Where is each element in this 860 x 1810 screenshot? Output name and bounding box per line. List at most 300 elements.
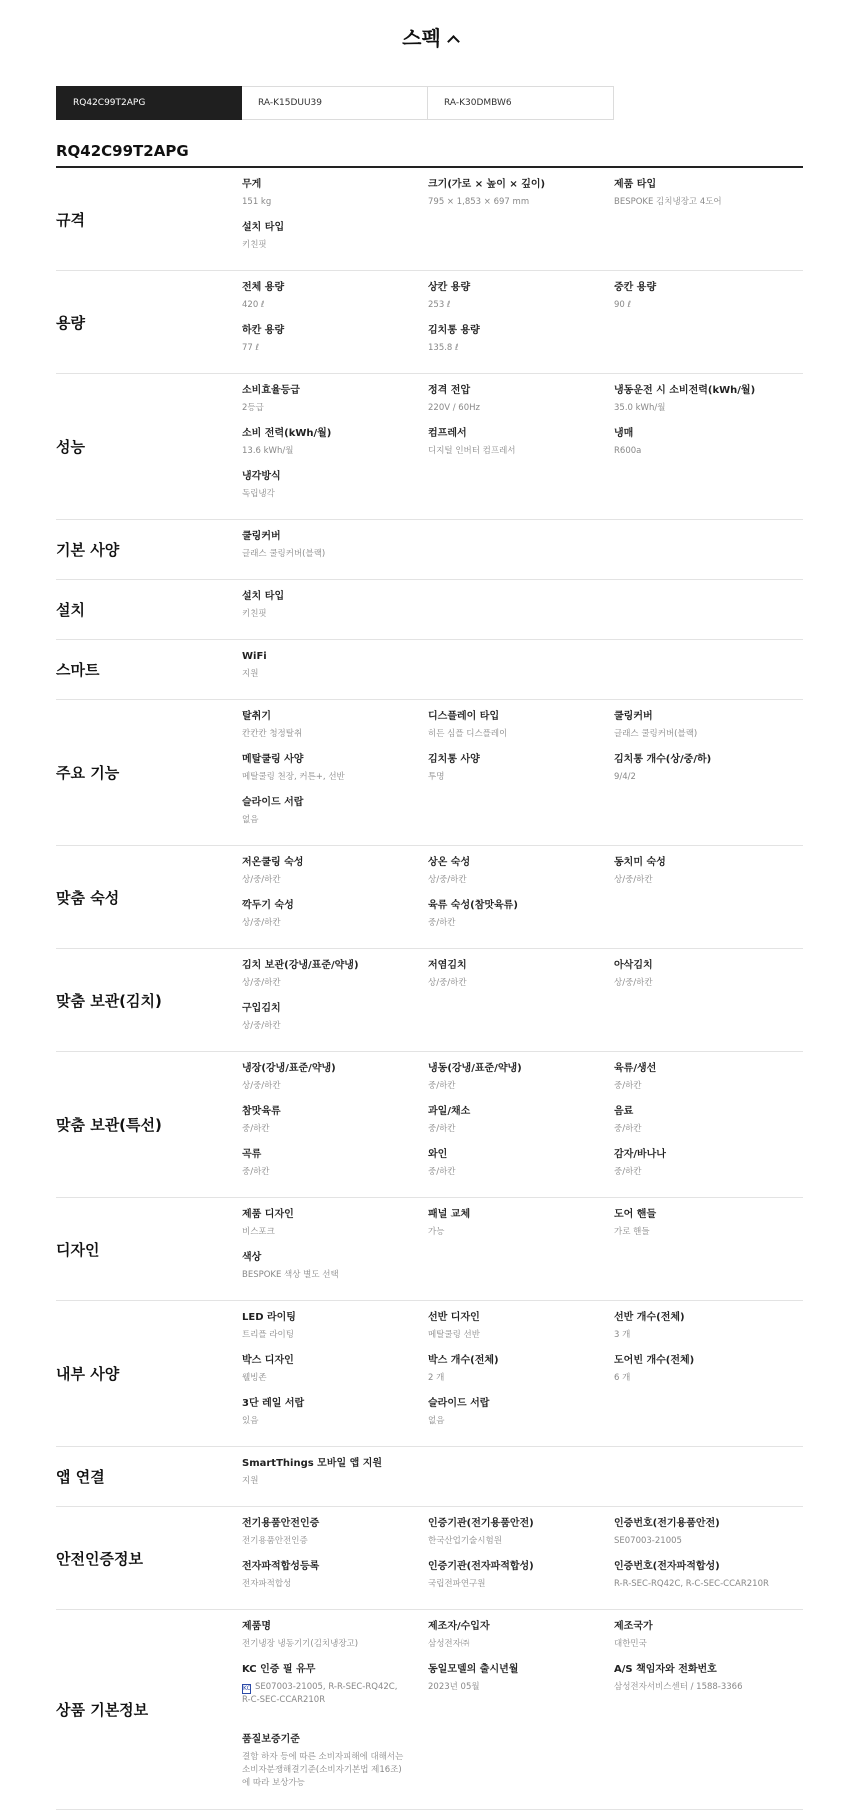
spec-value-wrap — [242, 1020, 428, 1033]
spec-section-name: 용량 — [56, 313, 85, 332]
spec-label: 슬라이드 서랍 — [428, 1398, 490, 1409]
spec-section-name: 안전인증정보 — [56, 1549, 143, 1568]
spec-value: 전기용품안전인증 — [242, 1536, 308, 1546]
spec-value: 35.0 kWh/월 — [614, 403, 666, 413]
spec-value: 중/하칸 — [428, 1124, 456, 1134]
spec-label: 품질보증기준 — [242, 1734, 300, 1745]
spec-label: 제품명 — [242, 1621, 271, 1632]
spec-label: 동치미 숙성 — [614, 857, 666, 868]
spec-item — [242, 178, 428, 221]
spec-value-wrap — [614, 1578, 803, 1591]
spec-value-wrap — [428, 1123, 614, 1136]
spec-item — [242, 590, 428, 633]
spec-value-wrap — [242, 1123, 428, 1136]
spec-section-name: 규격 — [56, 210, 85, 229]
spec-value-wrap — [614, 771, 803, 784]
spec-item — [614, 1354, 803, 1397]
spec-section-name: 내부 사양 — [56, 1365, 120, 1383]
spec-item — [614, 1620, 803, 1663]
spec-value-wrap — [428, 1226, 614, 1239]
spec-value: 비스포크 — [242, 1227, 275, 1237]
spec-value-wrap — [428, 1681, 593, 1694]
spec-label: 무게 — [242, 179, 262, 190]
spec-value-wrap — [428, 917, 614, 930]
spec-heading-text: 스펙 — [402, 26, 441, 50]
spec-value: 상/중/하칸 — [242, 1021, 281, 1031]
spec-value: 트리플 라이팅 — [242, 1330, 294, 1340]
spec-section-name: 기본 사양 — [56, 541, 120, 559]
spec-value: 2등급 — [242, 403, 264, 413]
spec-grid — [242, 168, 803, 270]
spec-section-name: 스마트 — [56, 661, 100, 679]
spec-section — [56, 949, 803, 1052]
spec-section — [56, 1447, 803, 1507]
spec-value-wrap — [614, 728, 803, 741]
tab-model-2[interactable]: RA-K15DUU39 — [242, 86, 428, 120]
spec-label: 설치 타입 — [242, 591, 285, 602]
spec-value: 6 개 — [614, 1373, 631, 1383]
spec-label: 디스플레이 타입 — [428, 711, 500, 722]
spec-value: 135.8 ℓ — [428, 343, 459, 353]
spec-section — [56, 1507, 803, 1610]
spec-item — [242, 856, 428, 899]
spec-label: LED 라이팅 — [242, 1312, 296, 1323]
spec-item — [242, 1354, 428, 1397]
spec-value-wrap — [428, 977, 614, 990]
spec-label: 크기(가로 × 높이 × 깊이) — [428, 179, 546, 190]
spec-value-wrap — [428, 874, 614, 887]
spec-label: 깍두기 숙성 — [242, 900, 294, 911]
spec-item — [614, 178, 803, 221]
spec-item — [428, 959, 614, 1002]
spec-label: 소비효율등급 — [242, 385, 300, 396]
spec-grid — [242, 846, 803, 948]
spec-item — [614, 1517, 803, 1560]
spec-item — [428, 1560, 614, 1603]
spec-value: 없음 — [428, 1416, 445, 1426]
spec-item — [242, 470, 428, 513]
spec-section-name: 맞춤 숙성 — [56, 888, 120, 907]
spec-value-wrap — [242, 1269, 428, 1282]
spec-label: 인증번호(전자파적합성) — [614, 1561, 720, 1572]
spec-label: 컴프레서 — [428, 428, 467, 439]
spec-value: 3 개 — [614, 1330, 631, 1340]
spec-value: 키친핏 — [242, 240, 267, 250]
spec-item — [242, 1062, 428, 1105]
spec-grid — [242, 700, 803, 845]
spec-item — [242, 221, 428, 264]
spec-value: 투명 — [428, 772, 445, 782]
spec-label: 정격 전압 — [428, 385, 471, 396]
spec-label: 제품 타입 — [614, 179, 657, 190]
spec-item — [242, 796, 428, 839]
spec-item — [428, 899, 614, 942]
spec-label: 김치통 개수(상/중/하) — [614, 754, 712, 765]
spec-label: 제조자/수입자 — [428, 1621, 490, 1632]
spec-item — [428, 1062, 614, 1105]
spec-item — [242, 710, 428, 753]
spec-value-wrap — [428, 445, 614, 458]
spec-value-wrap — [428, 1372, 614, 1385]
spec-value: 메탈쿨링 천장, 커튼+, 선반 — [242, 772, 345, 782]
spec-item — [428, 1663, 614, 1733]
spec-item — [242, 1560, 428, 1603]
spec-item — [614, 281, 803, 324]
spec-value-wrap — [614, 1080, 803, 1093]
spec-value-wrap — [428, 1578, 614, 1591]
spec-value: 가로 핸들 — [614, 1227, 650, 1237]
spec-value-wrap — [428, 1080, 614, 1093]
spec-label: 박스 개수(전체) — [428, 1355, 499, 1366]
spec-value: 상/중/하칸 — [242, 875, 281, 885]
spec-value-wrap — [428, 728, 614, 741]
spec-value-wrap — [242, 1166, 428, 1179]
spec-item — [428, 1208, 614, 1251]
spec-value-wrap — [428, 771, 614, 784]
spec-value: 중/하칸 — [614, 1124, 642, 1134]
tab-model-3[interactable]: RA-K30DMBW6 — [428, 86, 614, 120]
spec-label: 중칸 용량 — [614, 282, 657, 293]
spec-label: 동일모델의 출시년월 — [428, 1664, 519, 1675]
spec-value-wrap — [428, 299, 614, 312]
spec-item — [242, 753, 428, 796]
spec-value: 2023년 05월 — [428, 1682, 480, 1692]
spec-label: 소비 전력(kWh/월) — [242, 428, 332, 439]
spec-item — [242, 1620, 428, 1663]
spec-value: 지원 — [242, 669, 259, 679]
spec-label: 인증기관(전기용품안전) — [428, 1518, 534, 1529]
spec-item — [428, 178, 614, 221]
spec-label: 냉매 — [614, 428, 634, 439]
spec-value-wrap — [242, 1475, 428, 1488]
spec-value-wrap — [242, 1080, 428, 1093]
spec-section-name: 주요 기능 — [56, 764, 120, 782]
spec-value: 253 ℓ — [428, 300, 451, 310]
spec-item — [428, 710, 614, 753]
spec-item — [614, 959, 803, 1002]
spec-value: 결함 하자 등에 따른 소비자피해에 대해서는 소비자분쟁해결기준(소비자기본법 제16조)에 따라 보상가능 — [242, 1752, 404, 1788]
spec-item — [614, 1105, 803, 1148]
spec-grid — [242, 640, 803, 699]
spec-label: 3단 레일 서랍 — [242, 1398, 305, 1409]
spec-label: 김치통 사양 — [428, 754, 480, 765]
spec-item — [242, 1663, 428, 1733]
spec-value-wrap — [242, 1329, 428, 1342]
spec-label: 하칸 용량 — [242, 325, 285, 336]
spec-value-wrap — [428, 1415, 614, 1428]
spec-item — [242, 324, 428, 367]
spec-grid — [242, 271, 803, 373]
spec-label: 구입김치 — [242, 1003, 281, 1014]
spec-item — [428, 856, 614, 899]
spec-value-wrap — [614, 445, 803, 458]
spec-heading[interactable] — [0, 22, 860, 51]
spec-value: 중/하칸 — [428, 1167, 456, 1177]
tab-model-1[interactable]: RQ42C99T2APG — [56, 86, 242, 120]
spec-section — [56, 700, 803, 846]
spec-label: 선반 디자인 — [428, 1312, 480, 1323]
spec-value-wrap — [614, 1123, 803, 1136]
spec-value: 상/중/하칸 — [614, 875, 653, 885]
spec-section-name: 설치 — [56, 601, 85, 619]
spec-item — [614, 753, 803, 796]
spec-item — [428, 1397, 614, 1440]
spec-item — [242, 650, 428, 693]
spec-value-wrap — [242, 342, 428, 355]
spec-item — [614, 856, 803, 899]
spec-item — [242, 530, 428, 573]
spec-item — [428, 384, 614, 427]
spec-value: 151 kg — [242, 197, 272, 207]
spec-value: BESPOKE 색상 별도 선택 — [242, 1270, 339, 1280]
spec-label: 도어빈 개수(전체) — [614, 1355, 695, 1366]
spec-value-wrap — [242, 1681, 407, 1707]
spec-item — [242, 1148, 428, 1191]
spec-value: 상/중/하칸 — [428, 875, 467, 885]
spec-value-wrap — [242, 239, 428, 252]
spec-item — [242, 1733, 428, 1803]
spec-item — [614, 427, 803, 470]
spec-value: 상/중/하칸 — [242, 1081, 281, 1091]
spec-value: 국립전파연구원 — [428, 1579, 486, 1589]
spec-label: 쿨링커버 — [614, 711, 653, 722]
spec-label: 선반 개수(전체) — [614, 1312, 685, 1323]
spec-label: 전기용품안전인증 — [242, 1518, 320, 1529]
spec-section — [56, 1052, 803, 1198]
spec-item — [614, 1560, 803, 1603]
spec-item — [242, 427, 428, 470]
spec-label: 김치 보관(강냉/표준/약냉) — [242, 960, 359, 971]
spec-section-name: 앱 연결 — [56, 1468, 105, 1486]
spec-label: 설치 타입 — [242, 222, 285, 233]
spec-label: 슬라이드 서랍 — [242, 797, 304, 808]
spec-value-wrap — [242, 196, 428, 209]
spec-value: 13.6 kWh/월 — [242, 446, 294, 456]
spec-label: 제품 디자인 — [242, 1209, 294, 1220]
model-tabs — [56, 86, 614, 120]
spec-section-name: 맞춤 보관(김치) — [56, 991, 162, 1010]
spec-label: 메탈쿨링 사양 — [242, 754, 304, 765]
spec-label: 상칸 용량 — [428, 282, 471, 293]
spec-item — [242, 1002, 428, 1045]
spec-grid — [242, 1507, 803, 1609]
spec-item — [428, 281, 614, 324]
spec-value-wrap — [242, 445, 428, 458]
spec-grid — [242, 1610, 803, 1809]
spec-value-wrap — [614, 196, 803, 209]
spec-value: 칸칸칸 청정탈취 — [242, 729, 303, 739]
spec-value-wrap — [428, 1329, 614, 1342]
spec-item — [242, 384, 428, 427]
spec-label: 색상 — [242, 1252, 262, 1263]
spec-label: 인증기관(전자파적합성) — [428, 1561, 534, 1572]
spec-label: 김치통 용량 — [428, 325, 480, 336]
spec-item — [242, 899, 428, 942]
spec-value: 중/하칸 — [242, 1124, 270, 1134]
spec-value-wrap — [242, 1372, 428, 1385]
spec-grid — [242, 520, 803, 579]
spec-value-wrap — [614, 874, 803, 887]
spec-value: BESPOKE 김치냉장고 4도어 — [614, 197, 722, 207]
spec-value-wrap — [614, 1535, 803, 1548]
spec-value-wrap — [242, 1415, 428, 1428]
spec-item — [242, 959, 428, 1002]
spec-value: 글래스 쿨링커버(블랙) — [242, 549, 326, 559]
spec-label: 상온 숙성 — [428, 857, 471, 868]
spec-section-name: 상품 기본정보 — [56, 1701, 149, 1719]
spec-label: 저염김치 — [428, 960, 467, 971]
spec-value-wrap — [614, 1638, 803, 1651]
spec-value: 전자파적합성 — [242, 1579, 292, 1589]
spec-item — [614, 1663, 803, 1733]
spec-value-wrap — [242, 1226, 428, 1239]
spec-value: 중/하칸 — [242, 1167, 270, 1177]
spec-value: 420 ℓ — [242, 300, 265, 310]
spec-value: 90 ℓ — [614, 300, 632, 310]
spec-item — [428, 324, 614, 367]
spec-value-wrap — [242, 488, 428, 501]
spec-value-wrap — [242, 608, 428, 621]
chevron-up-icon[interactable] — [447, 35, 460, 48]
spec-value: 히든 심플 디스플레이 — [428, 729, 508, 739]
spec-label: 박스 디자인 — [242, 1355, 294, 1366]
spec-value: SE07003-21005, R-R-SEC-RQ42C, R-C-SEC-CCAR210R — [242, 1682, 398, 1705]
spec-section — [56, 374, 803, 520]
spec-grid — [242, 949, 803, 1051]
spec-value: 상/중/하칸 — [242, 978, 281, 988]
spec-item — [614, 1062, 803, 1105]
spec-label: WiFi — [242, 651, 267, 662]
spec-value: 중/하칸 — [614, 1081, 642, 1091]
spec-value-wrap — [242, 548, 428, 561]
spec-value-wrap — [428, 1638, 614, 1651]
spec-value: R600a — [614, 446, 642, 456]
spec-label: 아삭김치 — [614, 960, 653, 971]
spec-value-wrap — [614, 1166, 803, 1179]
spec-value: 삼성전자서비스센터 / 1588-3366 — [614, 1682, 743, 1692]
spec-grid — [242, 1198, 803, 1300]
spec-value-wrap — [242, 874, 428, 887]
spec-item — [614, 1208, 803, 1251]
spec-value: 글래스 쿨링커버(블랙) — [614, 729, 698, 739]
spec-label: 전체 용량 — [242, 282, 285, 293]
spec-section — [56, 846, 803, 949]
spec-value-wrap — [614, 1329, 803, 1342]
spec-value-wrap — [428, 1535, 614, 1548]
spec-value-wrap — [242, 1535, 428, 1548]
spec-label: KC 인증 필 유무 — [242, 1664, 316, 1675]
model-title: RQ42C99T2APG — [56, 142, 189, 160]
spec-item — [242, 281, 428, 324]
spec-value: 메탈쿨링 선반 — [428, 1330, 480, 1340]
spec-item — [242, 1397, 428, 1440]
spec-label: 곡류 — [242, 1149, 262, 1160]
spec-section — [56, 1198, 803, 1301]
spec-value-wrap — [614, 977, 803, 990]
spec-value-wrap — [428, 402, 614, 415]
spec-label: 도어 핸들 — [614, 1209, 657, 1220]
spec-value: 77 ℓ — [242, 343, 260, 353]
spec-label: 육류/생선 — [614, 1063, 657, 1074]
spec-item — [428, 1354, 614, 1397]
spec-item — [242, 1457, 428, 1500]
spec-section — [56, 520, 803, 580]
spec-section — [56, 271, 803, 374]
spec-label: A/S 책임자와 전화번호 — [614, 1664, 717, 1675]
spec-value: 웰빙존 — [242, 1373, 267, 1383]
spec-value-wrap — [428, 1166, 614, 1179]
spec-label: 패널 교체 — [428, 1209, 471, 1220]
spec-value: 한국산업기술시험원 — [428, 1536, 502, 1546]
spec-label: 냉장(강냉/표준/약냉) — [242, 1063, 336, 1074]
spec-section-name: 디자인 — [56, 1240, 100, 1259]
spec-value: R-R-SEC-RQ42C, R-C-SEC-CCAR210R — [614, 1579, 769, 1589]
spec-grid — [242, 374, 803, 519]
spec-value: 가능 — [428, 1227, 445, 1237]
spec-label: 냉각방식 — [242, 471, 281, 482]
spec-grid — [242, 1447, 803, 1506]
spec-value-wrap — [242, 1751, 407, 1790]
spec-value: 지원 — [242, 1476, 259, 1486]
spec-label: 냉동운전 시 소비전력(kWh/월) — [614, 385, 756, 396]
spec-item — [614, 710, 803, 753]
spec-label: 참맛육류 — [242, 1106, 281, 1117]
spec-value-wrap — [614, 299, 803, 312]
spec-item — [428, 753, 614, 796]
spec-grid — [242, 580, 803, 639]
spec-value: 220V / 60Hz — [428, 403, 480, 413]
spec-label: SmartThings 모바일 앱 지원 — [242, 1458, 383, 1469]
spec-value-wrap — [242, 917, 428, 930]
spec-value: 중/하칸 — [614, 1167, 642, 1177]
spec-value-wrap — [614, 1372, 803, 1385]
spec-item — [242, 1517, 428, 1560]
spec-value-wrap — [242, 977, 428, 990]
spec-value: 상/중/하칸 — [242, 918, 281, 928]
spec-value-wrap — [242, 402, 428, 415]
spec-grid — [242, 1301, 803, 1446]
spec-value: 삼성전자㈜ — [428, 1639, 470, 1649]
spec-value: 키친핏 — [242, 609, 267, 619]
spec-value: 9/4/2 — [614, 772, 636, 782]
spec-label: 과일/채소 — [428, 1106, 471, 1117]
spec-value-wrap — [428, 196, 614, 209]
spec-item — [428, 1517, 614, 1560]
spec-label: 냉동(강냉/표준/약냉) — [428, 1063, 522, 1074]
spec-item — [242, 1251, 428, 1294]
spec-value: 디지털 인버터 컴프레서 — [428, 446, 516, 456]
spec-label: 탈취기 — [242, 711, 271, 722]
spec-label: 전자파적합성등록 — [242, 1561, 320, 1572]
spec-label: 쿨링커버 — [242, 531, 281, 542]
spec-item — [428, 1105, 614, 1148]
spec-value-wrap — [242, 728, 428, 741]
spec-value-wrap — [614, 1681, 779, 1694]
spec-value: 대한민국 — [614, 1639, 647, 1649]
spec-label: 인증번호(전기용품안전) — [614, 1518, 720, 1529]
spec-value: 없음 — [242, 815, 259, 825]
spec-value: 2 개 — [428, 1373, 445, 1383]
spec-section — [56, 1610, 803, 1810]
spec-item — [428, 1311, 614, 1354]
spec-label: 음료 — [614, 1106, 634, 1117]
spec-item — [428, 1148, 614, 1191]
spec-section-name: 성능 — [56, 438, 85, 456]
spec-item — [242, 1208, 428, 1251]
spec-section — [56, 640, 803, 700]
spec-item — [614, 1311, 803, 1354]
spec-item — [614, 384, 803, 427]
